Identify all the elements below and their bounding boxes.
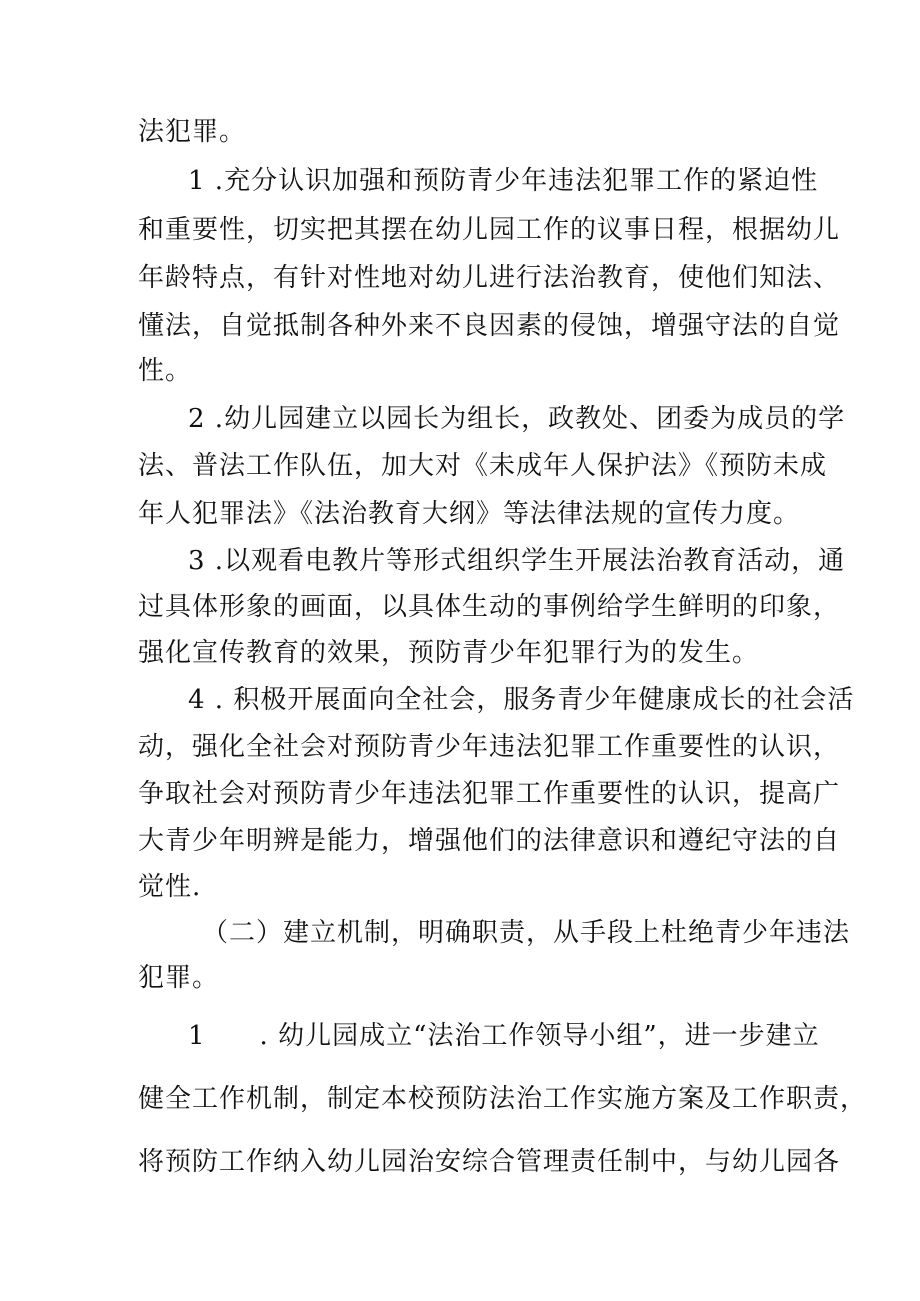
text-line: 觉性. [138,872,202,902]
section-heading: （二）建立机制，明确职责，从手段上杜绝青少年违法 [202,918,851,948]
text-line: 法、普法工作队伍，加大对《未成年人保护法》《预防未成 [138,451,828,481]
text-line: 将预防工作纳入幼儿园治安综合管理责任制中，与幼儿园各 [138,1147,841,1177]
text-line: 性。 [138,356,193,386]
text-line: 和重要性，切实把其摆在幼儿园工作的议事日程，根据幼儿 [138,215,841,245]
text-line: 1 .充分认识加强和预防青少年违法犯罪工作的紧迫性 [188,166,819,196]
text-line: 争取社会对预防青少年违法犯罪工作重要性的认识，提高广 [138,779,841,809]
text-line: 年人犯罪法》《法治教育大纲》等法律法规的宣传力度。 [138,499,801,529]
text-line: 3 .以观看电教片等形式组织学生开展法治教育活动，通 [188,546,846,576]
text-line: 法犯罪。 [138,117,247,147]
text-line: 4 . 积极开展面向全社会，服务青少年健康成长的社会活 [188,685,855,715]
text-line: 懂法，自觉抵制各种外来不良因素的侵蚀，增强守法的自觉 [138,311,841,341]
text-line: 动，强化全社会对预防青少年违法犯罪工作重要性的认识， [138,732,841,762]
text-line: 健全工作机制，制定本校预防法治工作实施方案及工作职责， [138,1084,868,1114]
text-line: 年龄特点，有针对性地对幼儿进行法治教育，使他们知法、 [138,263,841,293]
text-line: 过具体形象的画面，以具体生动的事例给学生鲜明的印象， [138,592,841,622]
text-line: 强化宣传教育的效果，预防青少年犯罪行为的发生。 [138,638,760,668]
text-line: 大青少年明辨是能力，增强他们的法律意识和遵纪守法的自 [138,826,841,856]
text-line: 2 .幼儿园建立以园长为组长，政教处、团委为成员的学 [188,404,846,434]
text-line: 1 . 幼儿园成立“法治工作领导小组”，进一步建立 [188,1021,820,1051]
text-line: 犯罪。 [138,963,220,993]
